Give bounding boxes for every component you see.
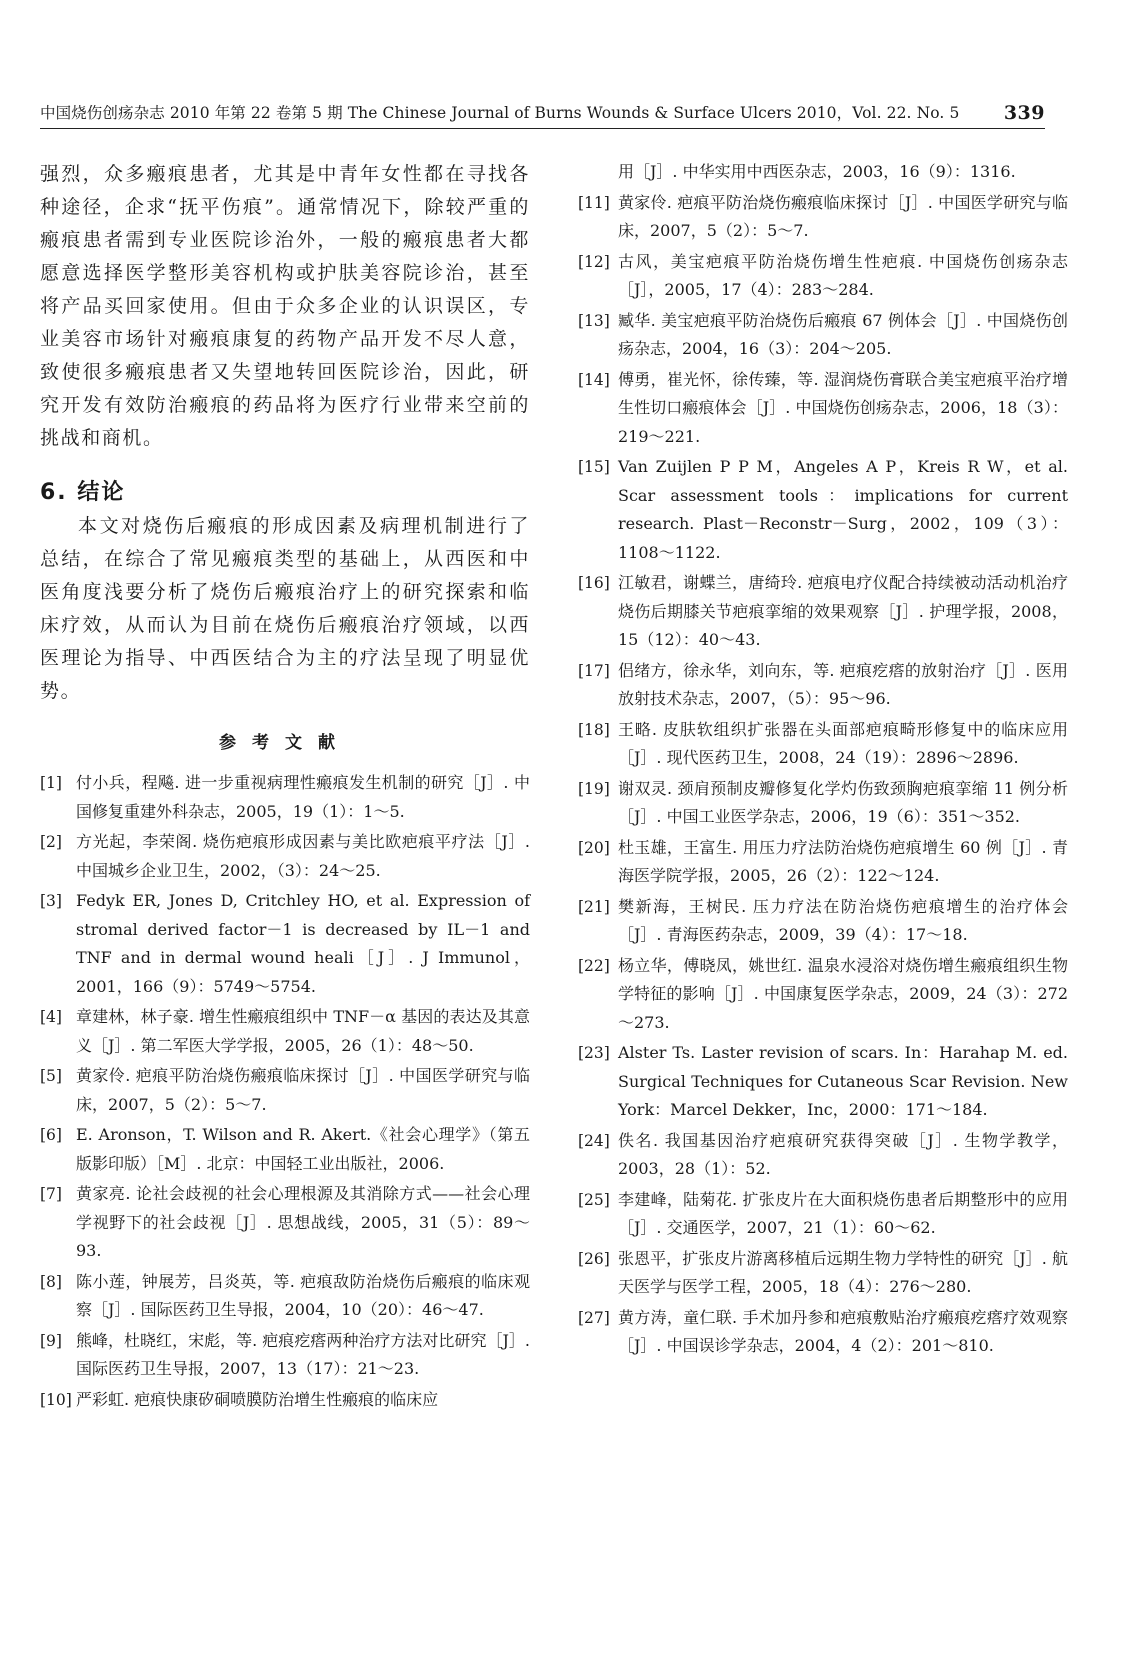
- reference-text: 佚名. 我国基因治疗疤痕研究获得突破［J］. 生物学教学，2003，28（1）：52.: [618, 1130, 1068, 1178]
- left-column: [40, 158, 530, 1416]
- reference-item: [578, 775, 1068, 832]
- section-heading: 6. 结论: [40, 480, 126, 505]
- reference-list-right: [578, 158, 1068, 1361]
- reference-number: [12]: [578, 252, 610, 271]
- reference-number: [20]: [578, 838, 610, 857]
- references-heading: 参考文献: [219, 733, 351, 753]
- reference-text: 方光起，李荣阁. 烧伤疤痕形成因素与美比欧疤痕平疗法［J］. 中国城乡企业卫生，2002，（3）：24～25.: [76, 832, 530, 880]
- reference-text: 谢双灵. 颈肩预制皮瓣修复化学灼伤致颈胸疤痕挛缩 11 例分析［J］. 中国工业医学杂志，2006，19（6）：351～352.: [618, 778, 1068, 826]
- reference-item: [578, 657, 1068, 714]
- reference-list-left: [40, 769, 530, 1414]
- reference-text: Van Zuijlen P P M，Angeles A P，Kreis R W，et al. Scar assessment tools：implications for current research. Plast－Reconstr－Surg，2002，109（3）：1108～1122.: [618, 457, 1068, 562]
- reference-text: 江敏君，谢蝶兰，唐绮玲. 疤痕电疗仪配合持续被动活动机治疗烧伤后期膝关节疤痕挛缩的效果观察［J］. 护理学报，2008，15（12）：40～43.: [618, 573, 1068, 649]
- reference-number: [4]: [40, 1008, 62, 1026]
- reference-item: [40, 1327, 530, 1384]
- reference-text: 陈小莲，钟展芳，吕炎英，等. 疤痕敌防治烧伤后瘢痕的临床观察［J］. 国际医药卫生导报，2004，10（20）：46～47.: [76, 1271, 530, 1319]
- reference-number: [17]: [578, 661, 610, 680]
- reference-number: [2]: [40, 833, 62, 851]
- reference-item: [40, 887, 530, 1001]
- reference-item: [578, 307, 1068, 364]
- reference-item: [578, 834, 1068, 891]
- reference-text: 杜玉雄，王富生. 用压力疗法防治烧伤疤痕增生 60 例［J］. 青海医学院学报，2005，26（2）：122～124.: [618, 837, 1068, 885]
- reference-text: 臧华. 美宝疤痕平防治烧伤后瘢痕 67 例体会［J］. 中国烧伤创疡杂志，2004，16（3）：204～205.: [618, 310, 1068, 358]
- reference-item: [40, 769, 530, 826]
- reference-text: 古风，美宝疤痕平防治烧伤增生性疤痕. 中国烧伤创疡杂志［J］，2005，17（4）：283～284.: [618, 251, 1068, 299]
- reference-number: [19]: [578, 779, 610, 798]
- reference-item: [578, 453, 1068, 567]
- reference-item: [578, 893, 1068, 950]
- reference-number: [13]: [578, 311, 610, 330]
- reference-item: [578, 569, 1068, 655]
- reference-number: [5]: [40, 1067, 62, 1085]
- reference-text: E. Aronson，T. Wilson and R. Akert.《社会心理学》（第五版影印版）［M］. 北京：中国轻工业出版社，2006.: [76, 1125, 530, 1173]
- reference-number: [6]: [40, 1126, 62, 1144]
- journal-running-title: 中国烧伤创疡杂志 2010 年第 22 卷第 5 期 The Chinese Journal of Burns Wounds & Surface Ulcers 2010，Vol. 22. No. 5: [40, 104, 960, 122]
- reference-text: 黄家伶. 疤痕平防治烧伤瘢痕临床探讨［J］. 中国医学研究与临床，2007，5（2）：5～7.: [618, 192, 1068, 240]
- reference-text: 严彩虹. 疤痕快康矽硐喷膜防治增生性瘢痕的临床应: [76, 1389, 439, 1409]
- reference-item: [578, 366, 1068, 452]
- reference-text: 杨立华，傅晓凤，姚世红. 温泉水浸浴对烧伤增生瘢痕组织生物学特征的影响［J］. 中国康复医学杂志，2009，24（3）：272～273.: [618, 955, 1068, 1032]
- reference-item: [578, 1039, 1068, 1125]
- page-number: 339: [1003, 102, 1045, 124]
- reference-text: 付小兵，程飚. 进一步重视病理性瘢痕发生机制的研究［J］. 中国修复重建外科杂志，2005，19（1）：1～5.: [76, 773, 530, 821]
- reference-text: 章建林，林子豪. 增生性瘢痕组织中 TNF－α 基因的表达及其意义［J］. 第二军医大学学报，2005，26（1）：48～50.: [76, 1007, 530, 1055]
- reference-number: [14]: [578, 370, 610, 389]
- reference-text: Fedyk ER, Jones D, Critchley HO, et al. Expression of stromal derived factor－1 is decreased by IL－1 and TNF and in dermal wound heali［J］. J Immunol，2001，166（9）：5749～5754.: [76, 891, 530, 996]
- body-paragraph: 强烈，众多瘢痕患者，尤其是中青年女性都在寻找各种途径，企求“抚平伤痕”。通常情况下，除较严重的瘢痕患者需到专业医院诊治外，一般的瘢痕患者大都愿意选择医学整形美容机构或护肤美容院诊治，甚至将产品买回家使用。但由于众多企业的认识误区，专业美容市场针对瘢痕康复的药物产品开发不尽人意，致使很多瘢痕患者又失望地转回医院诊治，因此，研究开发有效防治瘢痕的药品将为医疗行业带来空前的挑战和商机。: [40, 163, 530, 449]
- reference-item: [578, 1245, 1068, 1302]
- reference-number: [16]: [578, 574, 610, 592]
- reference-item: [578, 952, 1068, 1038]
- reference-item: [40, 1180, 530, 1266]
- reference-text: 李建峰，陆菊花. 扩张皮片在大面积烧伤患者后期整形中的应用［J］. 交通医学，2007，21（1）：60～62.: [618, 1189, 1068, 1237]
- reference-item: [40, 1003, 530, 1060]
- reference-item: [578, 158, 1068, 187]
- reference-number: [3]: [40, 892, 62, 910]
- reference-text: 侣绪方，徐永华，刘向东，等. 疤痕疙瘩的放射治疗［J］. 医用放射技术杂志，2007，（5）：95～96.: [618, 660, 1068, 708]
- reference-number: [25]: [578, 1190, 610, 1209]
- reference-text: 熊峰，杜晓红，宋彪，等. 疤痕疙瘩两种治疗方法对比研究［J］. 国际医药卫生导报，2007，13（17）：21～23.: [76, 1330, 530, 1378]
- reference-number: [27]: [578, 1308, 610, 1327]
- right-column: [578, 158, 1068, 1363]
- reference-text: 王略. 皮肤软组织扩张器在头面部疤痕畸形修复中的临床应用［J］. 现代医药卫生，2008，24（19）：2896～2896.: [618, 719, 1068, 767]
- reference-number: [21]: [578, 897, 610, 916]
- reference-item: [578, 189, 1068, 246]
- reference-number: [10]: [40, 1390, 72, 1409]
- running-header: [40, 98, 1045, 129]
- reference-number: [7]: [40, 1185, 62, 1203]
- reference-number: [24]: [578, 1131, 610, 1150]
- reference-item: [40, 1386, 530, 1415]
- conclusion-paragraph: 本文对烧伤后瘢痕的形成因素及病理机制进行了总结，在综合了常见瘢痕类型的基础上，从西医和中医角度浅要分析了烧伤后瘢痕治疗上的研究探索和临床疗效，从而认为目前在烧伤后瘢痕治疗领域，以西医理论为指导、中西医结合为主的疗法呈现了明显优势。: [40, 515, 530, 702]
- reference-item: [40, 1121, 530, 1178]
- reference-item: [40, 1062, 530, 1119]
- reference-number: [1]: [40, 774, 62, 792]
- reference-text: Alster Ts. Laster revision of scars. In：Harahap M. ed. Surgical Techniques for Cutaneous Scar Revision. New York：Marcel Dekker，Inc，2000：171～184.: [618, 1043, 1068, 1119]
- reference-item: [40, 828, 530, 885]
- reference-item: [578, 1186, 1068, 1243]
- reference-number: [18]: [578, 720, 610, 739]
- reference-item: [40, 1268, 530, 1325]
- reference-text: 黄家亮. 论社会歧视的社会心理根源及其消除方式——社会心理学视野下的社会歧视［J］. 思想战线，2005，31（5）：89～93.: [76, 1184, 530, 1260]
- reference-item: [578, 1304, 1068, 1361]
- reference-item: [578, 248, 1068, 305]
- reference-text: 黄家伶. 疤痕平防治烧伤瘢痕临床探讨［J］. 中国医学研究与临床，2007，5（2）：5～7.: [76, 1066, 530, 1114]
- reference-text: 樊新海，王树民. 压力疗法在防治烧伤疤痕增生的治疗体会［J］. 青海医药杂志，2009，39（4）：17～18.: [618, 896, 1068, 944]
- reference-number: [11]: [578, 193, 610, 212]
- reference-number: [23]: [578, 1044, 610, 1062]
- reference-number: [9]: [40, 1331, 62, 1350]
- reference-number: [8]: [40, 1272, 62, 1291]
- reference-item: [578, 716, 1068, 773]
- reference-number: [15]: [578, 458, 610, 476]
- reference-item: [578, 1127, 1068, 1184]
- reference-number: [22]: [578, 956, 610, 975]
- reference-number: [26]: [578, 1249, 610, 1268]
- reference-text: 张恩平，扩张皮片游离移植后远期生物力学特性的研究［J］. 航天医学与医学工程，2005，18（4）：276～280.: [618, 1248, 1068, 1296]
- reference-text: 傅勇，崔光怀，徐传臻，等. 湿润烧伤膏联合美宝疤痕平治疗增生性切口瘢痕体会［J］. 中国烧伤创疡杂志，2006，18（3）：219～221.: [618, 369, 1068, 446]
- reference-text: 用［J］. 中华实用中西医杂志，2003，16（9）：1316.: [618, 162, 1016, 181]
- reference-text: 黄方涛，童仁联. 手术加丹参和疤痕敷贴治疗瘢痕疙瘩疗效观察［J］. 中国误诊学杂志，2004，4（2）：201～810.: [618, 1307, 1068, 1355]
